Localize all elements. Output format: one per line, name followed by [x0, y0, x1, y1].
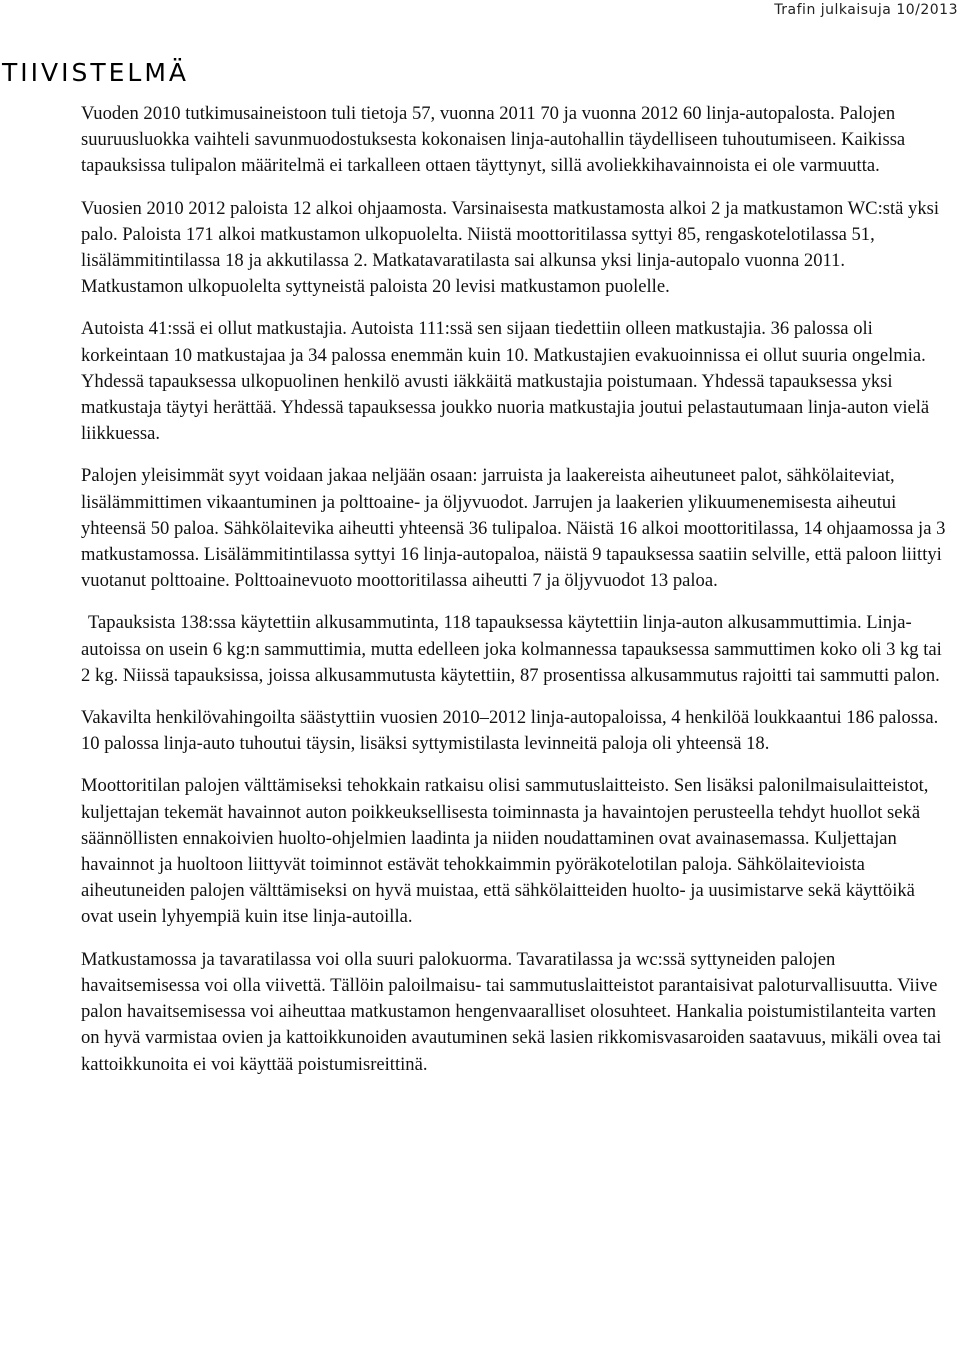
document-body — [81, 101, 947, 1094]
paragraph-fire-origins: Vuosien 2010 2012 paloista 12 alkoi ohjaamosta. Varsinaisesta matkustamosta alkoi 2 ja matkustamon WC:stä yksi palo. Paloista 171 alkoi matkustamon ulkopuolelta. Niistä moottoritilassa syttyi 85, rengaskotelotilassa 51, lisälämmitintilassa 18 ja akkutilassa 2. Matkatavaratilasta sai alkunsa yksi linja-autopalo vuonna 2011. Matkustamon ulkopuolelta syttyneistä paloista 20 levisi matkustamon puolelle. — [81, 197, 940, 298]
page-title: TIIVISTELMÄ — [2, 58, 190, 87]
paragraph-extinguishers: Tapauksista 138:ssa käytettiin alkusammutinta, 118 tapauksessa käytettiin linja-auton alkusammuttimia. Linja-autoissa on usein 6 kg:n sammuttimia, mutta edelleen joka kolmannessa tapauksessa sammuttimen koko oli 3 kg tai 2 kg. Niissä tapauksissa, joissa alkusammutusta käytettiin, 87 prosentissa alkusammutus rajoitti tai sammutti palon. — [81, 612, 942, 686]
paragraph-cabin-safety: Matkustamossa ja tavaratilassa voi olla suuri palokuorma. Tavaratilassa ja wc:ssä syttyneiden palojen havaitsemisessa voi olla viivettä. Tällöin paloilmaisu- tai sammutuslaitteistot parantaisivat paloturvallisuutta. Viive palon havaitsemisessa voi aiheuttaa matkustamon hengenvaaralliset olosuhteet. Hankalia poistumistilanteita varten on hyvä varmistaa ovien ja kattoikkunoiden avautuminen sekä lasien rikkomisvasaroiden saatavuus, mikäli ovea tai kattoikkunoita ei voi käyttää poistumisreittinä. — [81, 948, 942, 1075]
paragraph-data-sources: Vuoden 2010 tutkimusaineistoon tuli tietoja 57, vuonna 2011 70 ja vuonna 2012 60 linja-autopalosta. Palojen suuruusluokka vaihteli savunmuodostuksesta kokonaisen linja-autohallin täydelliseen tuhoutumiseen. Kaikissa tapauksissa tulipalon määritelmä ei tarkalleen ottaen täyttynyt, sillä avoliekkihavainnoista ei ole varmuutta. — [81, 103, 906, 177]
paragraph-passengers: Autoista 41:ssä ei ollut matkustajia. Autoista 111:ssä sen sijaan tiedettiin olleen matkustajia. 36 palossa oli korkeintaan 10 matkustajaa ja 34 palossa enemmän kuin 10. Matkustajien evakuoinnissa ei ollut suuria ongelmia. Yhdessä tapauksessa ulkopuolinen henkilö avusti iäkkäitä matkustajia poistumaan. Yhdessä tapauksessa yksi matkustaja täytyi herättää. Yhdessä tapauksessa joukko nuoria matkustajia joutui pelastautumaan linja-auton vielä liikkuessa. — [81, 318, 930, 445]
paragraph-injuries: Vakavilta henkilövahingoilta säästyttiin vuosien 2010–2012 linja-autopaloissa, 4 henkilöä loukkaantui 186 palossa. 10 palossa linja-auto tuhoutui täysin, lisäksi syttymistilasta levinneitä paloja oli yhteensä 18. — [81, 707, 939, 755]
running-header: Trafin julkaisuja 10/2013 — [774, 2, 958, 18]
paragraph-fire-causes: Palojen yleisimmät syyt voidaan jakaa neljään osaan: jarruista ja laakereista aiheutuneet palot, sähkölaiteviat, lisälämmittimen vikaantuminen ja polttoaine- ja öljyvuodot. Jarrujen ja laakerien ylikuumenemisesta aiheutui yhteensä 50 paloa. Sähkölaitevika aiheutti yhteensä 36 tulipaloa. Näistä 16 alkoi moottoritilassa, 14 ohjaamossa ja 3 matkustamossa. Lisälämmitintilassa syttyi 16 linja-autopaloa, näistä 9 tapauksessa saatiin selville, että paloon liittyi vuotanut polttoaine. Polttoainevuoto moottoritilassa aiheutti 7 ja öljyvuodot 13 paloa. — [81, 465, 946, 592]
paragraph-engine-prevention: Moottoritilan palojen välttämiseksi tehokkain ratkaisu olisi sammutuslaitteisto. Sen lisäksi palonilmaisulaitteistot, kuljettajan tekemät havainnot auton poikkeuksellisesta toiminnasta ja havaintojen perusteella tehdyt huollot sekä säännöllisten ennakoivien huolto-ohjelmien laadinta ja niiden noudattaminen ovat avainasemassa. Kuljettajan havainnot ja huoltoon liittyvät toiminnot estävät tehokkaimmin pyöräkotelotilan paloja. Sähkölaitevioista aiheutuneiden palojen välttämiseksi on hyvä muistaa, että sähkölaitteiden huolto- ja uusimistarve sekä käyttöikä ovat usein lyhyempiä kuin itse linja-autoilla. — [81, 775, 929, 928]
